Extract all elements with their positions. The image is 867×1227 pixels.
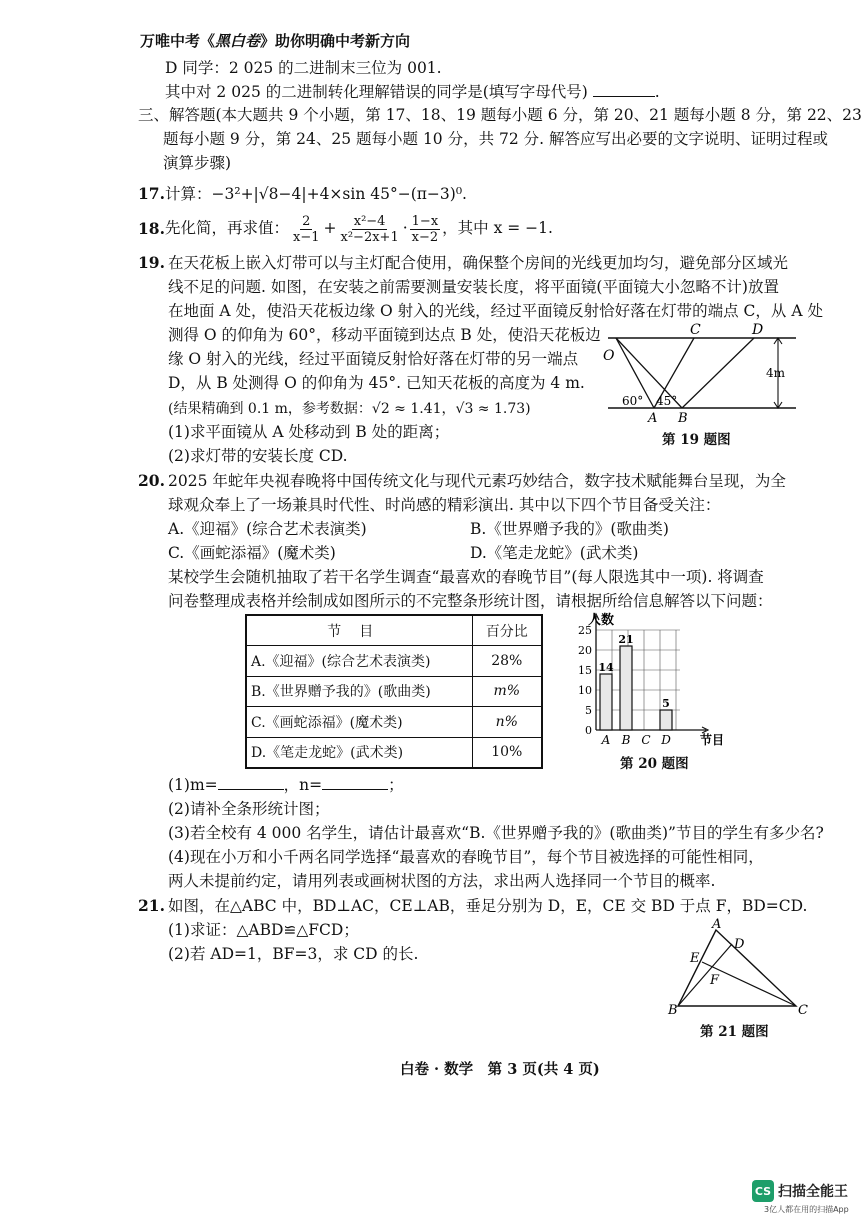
x-tick-label: D [661,733,671,747]
fraction: $\frac{1-x}{x-2}$ [411,213,439,245]
table-header-percent: 百分比 [472,615,542,646]
q20-table [245,614,543,769]
q20-part-4a: (4)现在小万和小千两名同学选择“最喜欢的春晚节目”，每个节目被选择的可能性相同， [168,848,764,866]
q19-figure [596,320,796,430]
q19-line-7: (结果精确到 0.1 m，参考数据：√2 ≈ 1.41，√3 ≈ 1.73) [168,401,531,417]
q19-line-6: D，从 B 处测得 O 的仰角为 45°. 已知天花板的高度为 4 m. [168,374,585,392]
q19-number: 19. [138,253,165,272]
y-tick-label: 10 [578,684,592,697]
table-row: A.《迎福》(综合艺术表演类) 28% [246,646,542,677]
answer-blank-m[interactable] [218,774,284,790]
bar [620,646,632,730]
bar-data-label: 5 [662,697,670,710]
y-tick-label: 0 [585,724,592,737]
bar [660,710,672,730]
q20-option-b: B.《世界赠予我的》(歌曲类) [470,520,669,538]
q21-part-2: (2)若 AD=1，BF=3，求 CD 的长. [168,945,419,963]
q20-line-2: 球观众奉上了一场兼具时代性、时尚感的精彩演出. 其中以下四个节目备受关注： [168,496,721,514]
label-f: F [710,973,720,988]
q19-line-1: 在天花板上嵌入灯带可以与主灯配合使用，确保整个房间的光线更加均匀，避免部分区域光 [168,254,789,272]
label-d: D [734,937,745,952]
camscanner-logo-icon: CS [752,1180,774,1202]
q19-caption: 第 19 题图 [662,432,731,448]
table-row: B.《世界赠予我的》(歌曲类) m% [246,676,542,707]
q20-option-c: C.《画蛇添福》(魔术类) [168,544,336,562]
q20-bar-chart [562,612,742,752]
q21-figure [668,918,808,1018]
bar-data-label: 21 [618,633,634,646]
q17-text: 计算：−3²+|√8−4|+4×sin 45°−(π−3)⁰. [165,185,467,203]
q21-part-1: (1)求证：△ABD≌△FCD； [168,921,359,939]
angle-60: 60° [622,394,644,408]
height-label: 4m [766,366,786,380]
label-e: E [690,951,700,966]
q20-line-4: 问卷整理成表格并绘制成如图所示的不完整条形统计图，请根据所给信息解答以下问题： [168,592,773,610]
answer-blank[interactable] [593,81,655,97]
q19-line-4: 测得 O 的仰角为 60°，移动平面镜到达点 B 处，使沿天花板边 [168,326,601,344]
q20-caption: 第 20 题图 [620,756,689,772]
label-c: C [690,322,701,338]
q19-line-2: 线不足的问题. 如图，在安装之前需要测量安装长度，将平面镜(平面镜大小忽略不计)放置 [168,278,779,296]
y-axis-label: 人数 [588,613,615,628]
label-d: D [752,322,764,338]
q19-line-5: 缘 O 射入的光线，经过平面镜反射恰好落在灯带的另一端点 [168,350,579,368]
ray-b-d [682,338,754,408]
x-axis-label: 节目 [700,733,725,747]
table-header-program: 节目 [246,615,472,646]
q19-part-2: (2)求灯带的安装长度 CD. [168,447,348,465]
q20-option-a: A.《迎福》(综合艺术表演类) [168,520,367,538]
page-footer: 白卷 · 数学 第 3 页(共 4 页) [400,1061,600,1078]
y-tick-label: 25 [578,624,592,637]
scanner-tagline: 3亿人都在用的扫描App [764,1205,849,1214]
q20-number: 20. [138,471,165,490]
q18-number: 18. [138,219,165,238]
section-3-intro-3: 演算步骤) [163,154,232,172]
scanner-badge: CS 扫描全能王 [752,1180,848,1202]
angle-45: 45° [656,394,678,408]
y-tick-label: 15 [578,664,592,677]
q21-caption: 第 21 题图 [700,1024,769,1040]
y-tick-label: 20 [578,644,592,657]
bar-data-label: 14 [598,661,614,674]
q16-option-d: D 同学：2 025 的二进制末三位为 001. [165,59,442,77]
bar [600,674,612,730]
q20-part-1: (1)m= ，n= ； [168,776,404,794]
q17-number: 17. [138,184,165,203]
q20-part-3: (3)若全校有 4 000 名学生，请估计最喜欢“B.《世界赠予我的》(歌曲类)”节目的学生有多少名? [168,824,824,842]
fraction: $\frac{\text{x²−4}}{\text{x²−2x+1}}$ [340,213,399,245]
q20-option-d: D.《笔走龙蛇》(武术类) [470,544,639,562]
label-b: B [678,411,688,426]
x-tick-label: B [621,733,631,747]
q19-line-3: 在地面 A 处，使沿天花板边缘 O 射入的光线，经过平面镜反射恰好落在灯带的端点 C，从 A 处 [168,302,823,320]
x-tick-label: C [641,733,651,747]
q18-text: 先化简，再求值： $\frac{2}{x-1}$ + $\frac{\text{x²−4}}{\text{x²−2x+1}}$ · $\frac{1-x}{x-2}$ ，其中 x = −1. [165,213,553,245]
label-a: A [648,411,658,426]
q20-line-3: 某校学生会随机抽取了若干名学生调查“最喜欢的春晚节目”(每人限选其中一项). 将调查 [168,568,764,586]
label-a: A [712,917,722,932]
label-c: C [798,1003,808,1018]
q20-part-4b: 两人未提前约定，请用列表或画树状图的方法，求出两人选择同一个节目的概率. [168,872,716,890]
label-b: B [668,1003,678,1018]
q20-part-2: (2)请补全条形统计图； [168,800,330,818]
table-header-row [246,615,542,646]
q16-question: 其中对 2 025 的二进制转化理解错误的同学是(填写字母代号) . [165,83,660,101]
table-row: D.《笔走龙蛇》(武术类) 10% [246,737,542,768]
y-tick-label: 5 [585,704,592,717]
page-header: 万唯中考《黑白卷》助你明确中考新方向 [140,32,411,50]
answer-blank-n[interactable] [322,774,388,790]
section-3-intro-2: 题每小题 9 分，第 24、25 题每小题 10 分，共 72 分. 解答应写出必要的文字说明、证明过程或 [163,130,829,148]
section-3-intro-1: 三、解答题(本大题共 9 个小题，第 17、18、19 题每小题 6 分，第 20、21 题每小题 8 分，第 22、23 [138,106,862,124]
q21-line-1: 如图，在△ABC 中，BD⊥AC，CE⊥AB，垂足分别为 D，E，CE 交 BD 于点 F，BD=CD. [168,897,808,915]
q21-number: 21. [138,896,165,915]
q19-part-1: (1)求平面镜从 A 处移动到 B 处的距离； [168,423,450,441]
x-tick-label: A [601,733,611,747]
fraction: $\frac{2}{x-1}$ [293,213,320,245]
q20-line-1: 2025 年蛇年央视春晚将中国传统文化与现代元素巧妙结合，数字技术赋能舞台呈现，为全 [168,472,786,490]
label-o: O [603,348,615,364]
table-row: C.《画蛇添福》(魔术类) n% [246,707,542,738]
